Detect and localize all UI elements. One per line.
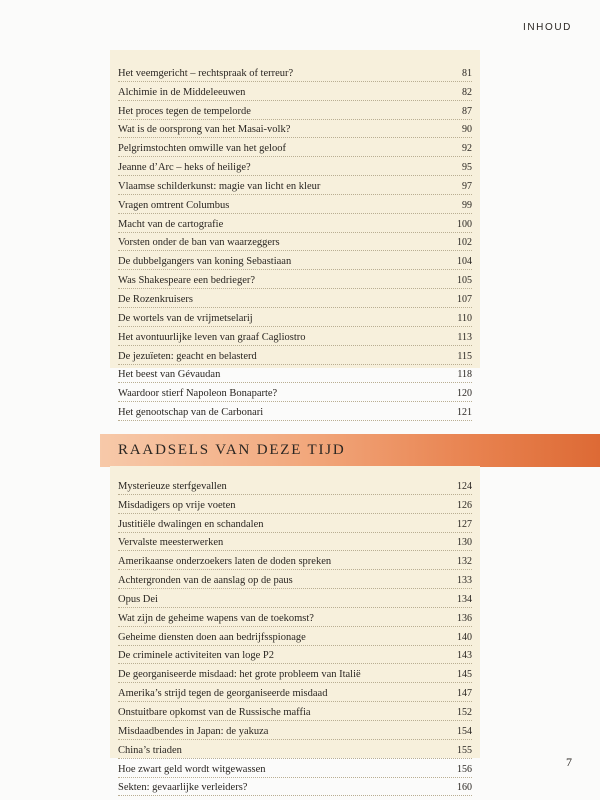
toc-entry-page: 110 [457, 312, 472, 324]
toc-entry [118, 551, 472, 570]
toc-entry-page: 107 [457, 293, 472, 305]
toc-entry-page: 160 [457, 782, 472, 794]
toc-entry [118, 289, 472, 308]
toc-entry-title: De dubbelgangers van koning Sebastiaan [118, 256, 292, 268]
toc-entry-title: Sekten: gevaarlijke verleiders? [118, 782, 248, 794]
toc-entry-title: De wortels van de vrijmetselarij [118, 312, 253, 324]
toc-entry-title: Achtergronden van de aanslag op de paus [118, 575, 293, 587]
toc-entry-title: Geheime diensten doen aan bedrijfsspionage [118, 631, 306, 643]
toc-entry [118, 365, 472, 384]
toc-entry-title: Jeanne d’Arc – heks of heilige? [118, 162, 251, 174]
toc-entry [118, 721, 472, 740]
toc-entry-title: De jezuïeten: geacht en belasterd [118, 350, 257, 362]
toc-entry-page: 82 [462, 86, 472, 98]
toc-entry [118, 495, 472, 514]
page-number: 7 [566, 755, 572, 769]
toc-entry-page: 118 [457, 369, 472, 381]
toc-entry-page: 97 [462, 180, 472, 192]
toc-entry-page: 154 [457, 725, 472, 737]
toc-entry-page: 92 [462, 143, 472, 155]
toc-entry-title: Misdadigers op vrije voeten [118, 499, 236, 511]
toc-entry-title: Was Shakespeare een bedrieger? [118, 275, 256, 287]
toc-entry [118, 308, 472, 327]
toc-entry [118, 195, 472, 214]
toc-entry-title: Mysterieuze sterfgevallen [118, 480, 227, 492]
toc-entry-title: Het genootschap van de Carbonari [118, 407, 264, 419]
toc-panel-top [110, 50, 480, 419]
toc-entry [118, 533, 472, 552]
toc-entry-title: Macht van de cartografie [118, 218, 224, 230]
toc-entry [118, 589, 472, 608]
toc-entry-page: 81 [462, 67, 472, 79]
toc-entry [118, 664, 472, 683]
toc-entry [118, 251, 472, 270]
toc-entry-title: Vorsten onder de ban van waarzeggers [118, 237, 280, 249]
toc-entry-page: 104 [457, 256, 472, 268]
toc-entry-title: Pelgrimstochten omwille van het geloof [118, 143, 286, 155]
toc-entry-page: 124 [457, 480, 472, 492]
toc-entry-title: Amerikaanse onderzoekers laten de doden spreken [118, 556, 332, 568]
toc-entry-title: Misdaadbendes in Japan: de yakuza [118, 725, 269, 737]
section-heading: RAADSELS VAN DEZE TIJD [118, 442, 346, 458]
toc-entry [118, 214, 472, 233]
toc-entry-title: Het beest van Gévaudan [118, 369, 221, 381]
toc-entry [118, 383, 472, 402]
toc-entry [118, 63, 472, 82]
toc-entry-title: De Rozenkruisers [118, 293, 193, 305]
toc-entry [118, 327, 472, 346]
toc-entry [118, 120, 472, 139]
toc-entry-page: 90 [462, 124, 472, 136]
toc-entry [118, 82, 472, 101]
toc-entry-page: 100 [457, 218, 472, 230]
toc-list-top [118, 63, 472, 421]
toc-entry-page: 134 [457, 593, 472, 605]
toc-entry [118, 683, 472, 702]
toc-entry-page: 147 [457, 688, 472, 700]
toc-entry-page: 126 [457, 499, 472, 511]
toc-entry [118, 270, 472, 289]
toc-entry [118, 702, 472, 721]
toc-entry-page: 156 [457, 763, 472, 775]
toc-entry [118, 759, 472, 778]
toc-entry-page: 99 [462, 199, 472, 211]
toc-entry-title: China’s triaden [118, 744, 182, 756]
toc-entry-page: 105 [457, 275, 472, 287]
toc-entry-page: 136 [457, 612, 472, 624]
toc-entry [118, 570, 472, 589]
toc-entry-title: De georganiseerde misdaad: het grote probleem van Italië [118, 669, 361, 681]
toc-entry [118, 627, 472, 646]
toc-entry [118, 740, 472, 759]
toc-entry-page: 95 [462, 162, 472, 174]
toc-entry-page: 145 [457, 669, 472, 681]
toc-entry [118, 176, 472, 195]
toc-entry-page: 113 [457, 331, 472, 343]
running-header: INHOUD [522, 22, 572, 33]
toc-entry [118, 646, 472, 665]
toc-entry [118, 233, 472, 252]
toc-entry [118, 778, 472, 797]
toc-entry-title: Vragen omtrent Columbus [118, 199, 230, 211]
toc-entry [118, 608, 472, 627]
toc-entry-title: De criminele activiteiten van loge P2 [118, 650, 274, 662]
toc-entry [118, 514, 472, 533]
toc-entry [118, 476, 472, 495]
toc-entry-title: Amerika’s strijd tegen de georganiseerde misdaad [118, 688, 328, 700]
toc-entry-page: 120 [457, 388, 472, 400]
toc-entry-title: Opus Dei [118, 593, 158, 605]
toc-entry [118, 157, 472, 176]
toc-entry-title: Waardoor stierf Napoleon Bonaparte? [118, 388, 278, 400]
toc-entry [118, 402, 472, 421]
toc-entry-page: 140 [457, 631, 472, 643]
toc-entry [118, 346, 472, 365]
toc-entry-page: 133 [457, 575, 472, 587]
toc-entry-page: 152 [457, 706, 472, 718]
toc-entry-title: Het veemgericht – rechtspraak of terreur? [118, 67, 294, 79]
toc-entry-title: Hoe zwart geld wordt witgewassen [118, 763, 266, 775]
toc-entry-title: Wat is de oorsprong van het Masai-volk? [118, 124, 291, 136]
toc-entry-page: 115 [457, 350, 472, 362]
toc-list-bottom [118, 476, 472, 796]
toc-entry-title: Vervalste meesterwerken [118, 537, 224, 549]
toc-panel-bottom [110, 466, 480, 794]
toc-entry-page: 121 [457, 407, 472, 419]
toc-entry-title: Wat zijn de geheime wapens van de toekomst? [118, 612, 314, 624]
toc-entry [118, 138, 472, 157]
toc-entry-title: Alchimie in de Middeleeuwen [118, 86, 246, 98]
toc-entry-title: Justitiële dwalingen en schandalen [118, 518, 264, 530]
toc-entry-title: Vlaamse schilderkunst: magie van licht en kleur [118, 180, 321, 192]
toc-entry-page: 143 [457, 650, 472, 662]
toc-entry-title: Het avontuurlijke leven van graaf Cagliostro [118, 331, 306, 343]
toc-entry-title: Onstuitbare opkomst van de Russische maffia [118, 706, 311, 718]
toc-entry-title: Het proces tegen de tempelorde [118, 105, 251, 117]
toc-entry-page: 102 [457, 237, 472, 249]
toc-entry [118, 101, 472, 120]
toc-entry-page: 130 [457, 537, 472, 549]
toc-entry-page: 87 [462, 105, 472, 117]
toc-entry-page: 155 [457, 744, 472, 756]
toc-entry-page: 132 [457, 556, 472, 568]
toc-entry-page: 127 [457, 518, 472, 530]
